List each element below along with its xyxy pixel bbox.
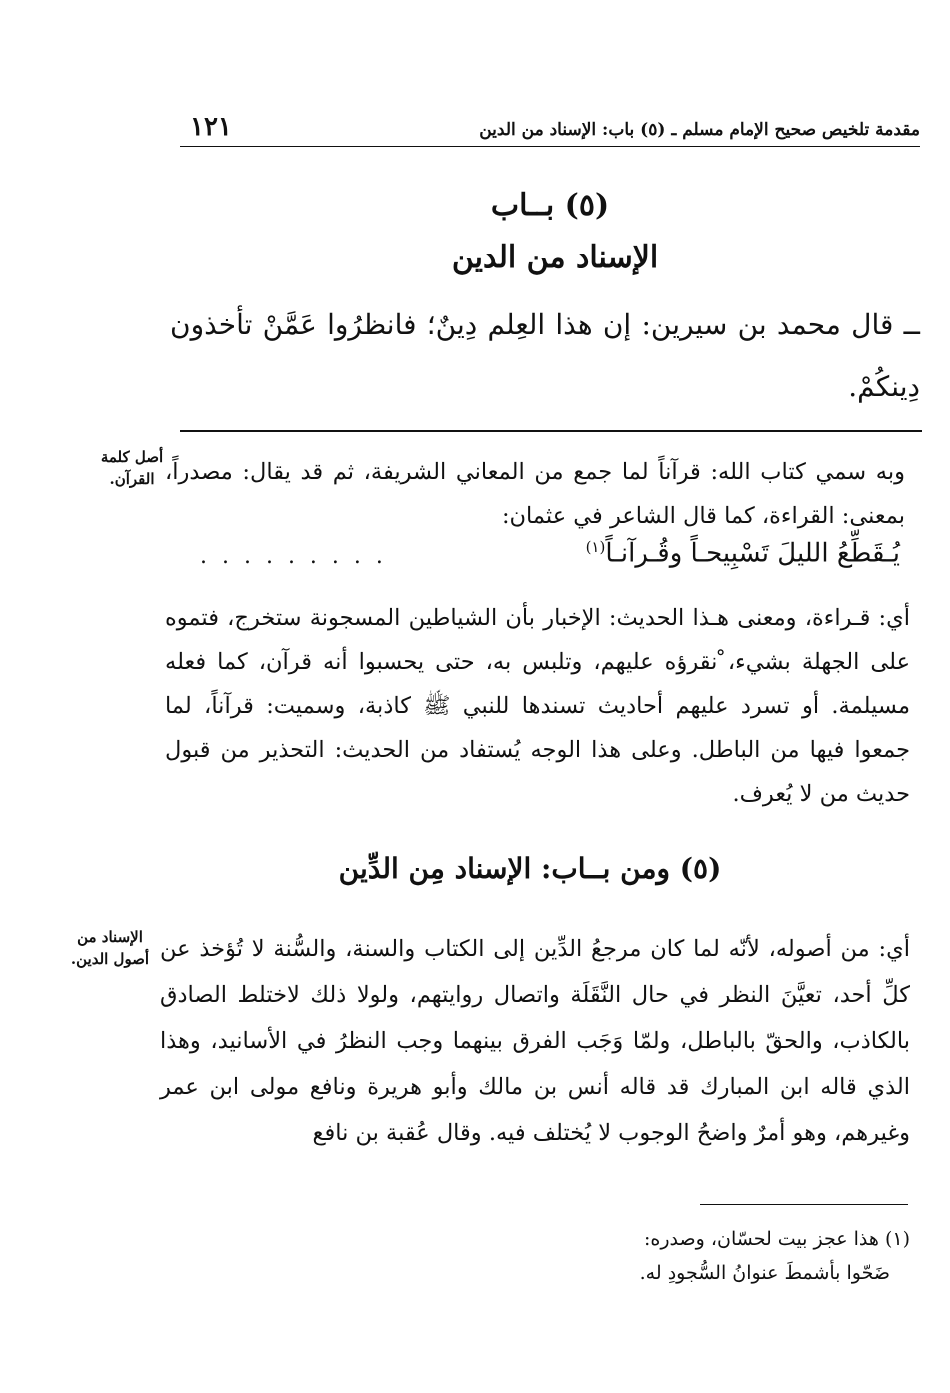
verse-line	[200, 538, 900, 578]
commentary-paragraph-2: أي: قـراءة، ومعنى هـذا الحديث: الإخبار بأن الشياطين المسجونة ستخرج، فتموه على الجهلة بشيء، ْنقرؤه عليهم، وتلبس به، حتى يحسبوا أنه قرآن، كما فعله مسيلمة. أو تسرد عليهم أحاديث تسندها للنبي ﷺ كاذبة، وسميت: قرآناً، لما جمعوا فيها من الباطل. وعلى هذا الوجه يُستفاد من الحديث: التحذير من قبول حديث من لا يُعرف.	[165, 605, 910, 807]
ibn-sirin-quote: ــ قال محمد بن سيرين: إن هذا العِلم دِينٌ؛ فانظرُوا عَمَّنْ تأخذون دِينكُمْ.	[170, 308, 920, 403]
section-sub-heading: (٥) ومن بــاب: الإسناد مِن الدِّين	[338, 852, 722, 885]
footnote	[400, 1222, 910, 1290]
chapter-number: (٥) بــاب	[490, 188, 610, 223]
footnote-line-2: ضَحّوا بأشمطَ عنوانُ السُّجودِ له.	[639, 1262, 890, 1284]
chapter-title: الإسناد من الدين	[451, 240, 659, 275]
commentary-paragraph-1: وبه سمي كتاب الله: قرآناً لما جمع من المعاني الشريفة، ثم قد يقال: مصدراً، بمعنى: القراءة، كما قال الشاعر في عثمان:	[165, 459, 905, 529]
commentary-paragraph-3: أي: من أصوله، لأنّه لما كان مرجعُ الدِّين إلى الكتاب والسنة، والسُّنة لا تُؤخذ عن كلِّ أحد، تعيَّنَ النظر في حال النَّقَلَة واتصال روايتهم، ولولا ذلك لاختلط الصادق بالكاذب، والحقّ بالباطل، ولمّا وَجَب الفرق بينهما وجب النظرُ في الأسانيد، وهذا الذي قاله ابن المبارك قد قاله أنس بن مالك وأبو هريرة ونافع مولى ابن عمر وغيرهم، وهو أمرٌ واضحُ الوجوب لا يُختلف فيه. وقال عُقبة بن نافع	[160, 936, 910, 1146]
header-rule	[180, 146, 920, 147]
verse-words: يُـقَطِّعُ الليلَ تَسْبِيحـاً وقُـرآنـاً	[605, 538, 900, 569]
running-header	[180, 112, 920, 148]
running-title: مقدمة تلخيص صحيح الإمام مسلم ـ (٥) باب: الإسناد من الدين	[479, 120, 920, 140]
verse-dots: . . . . . . . . .	[200, 544, 387, 569]
footnote-line-1: (١) هذا عجز بيت لحسّان، وصدره:	[644, 1228, 910, 1250]
margin-note-quran-word: أصل كلمة القرآن.	[100, 448, 164, 488]
verse-text	[586, 538, 900, 569]
page-number: ١٢١	[190, 112, 232, 142]
section-divider	[180, 430, 922, 432]
footnote-rule	[700, 1204, 908, 1205]
margin-note-isnad: الإسناد من أصول الدين.	[70, 928, 150, 968]
footnote-ref: (١)	[585, 538, 606, 556]
